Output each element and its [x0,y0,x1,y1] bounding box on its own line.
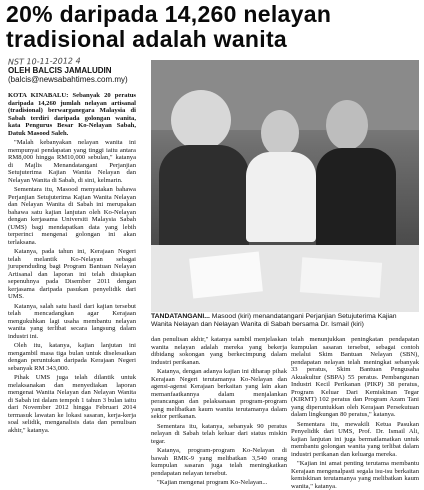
paragraph: "Malah kebanyakan nelayan wanita ini mempunyai pendapatan yang tinggi iaitu antara RM8,000 hingga RM10,000 sebulan," katanya di Majlis Menandatangani Perjanjian Setujuterima Kajian Wanita Nelayan dan Nelayan Wanita di Sabah, di sini, kelmarin. [8,139,136,184]
author-name: OLEH BALCIS JAMALUDIN [8,66,112,75]
paragraph: Pihak UMS juga telah dilantik untuk melaksanakan dan menyediakan laporan mengenai Wanita Nelayan dan Nelayan Wanita di Sabah ini dalam tempoh 1 tahun 3 bulan iaitu dari November 2012 hingga Februari 2014 termasuk lawatan ke lokasi sasaran, kerja-kerja soal selidik, menganalisis data dan penulisan akhir," katanya. [8,374,136,434]
paragraph: Sementara itu, katanya, sebanyak 90 peratus nelayan di Sabah telah keluar dari status miskin tegar. [151,422,287,445]
paragraph: Katanya, salah satu hasil dari kajian tersebut telah mencadangkan agar Kerajaan mengukuhkan lagi usaha membantu nelayan wanita yang terlibat secara langsung dalam industri ini. [8,302,136,340]
paragraph: telah menunjukkan peningkatan pendapatan kumpulan sasaran tersebut, sebagai contoh melalui Skim Bantuan Nelayan (SBN), pendapatan nelayan telah meningkat sebanyak 33 peratus, Skim Bantuan Pengusaha Akuakultur (SBPA) 55 peratus. Pembangunan Industri Kecil Perikanan (PIKP) 38 peratus, Program Keluar Dari Kemiskinan Tegar (KIRMT) 102 peratus dan Program Azam Tani yang diperuntukkan oleh Kerajaan Persekutuan dalam lingkungan 80 peratus," katanya. [291,336,419,418]
paragraph: Katanya, program-program Ko-Nelayan di bawah RMK-9 yang melibatkan 3,540 orang kumpulan sasaran juga telah meningkatkan pendapatan nelayan tersebut. [151,447,287,477]
photo-caption [151,313,419,329]
article-column-2 [151,336,287,486]
handwritten-date-note: NST 10-11-2012 4 [7,56,81,67]
lead-paragraph: KOTA KINABALU: Sebanyak 20 peratus daripada 14,260 jumlah nelayan artisanal (tradisional) berwarganegara Malaysia di Sabah terdiri daripada golongan wanita, kata Pengurus Besar Ko-Nelayan Sabah, Datuk Masood Saleh. [8,92,136,137]
article-photo [151,60,419,312]
paragraph: Katanya, dengan adanya kajian ini diharap pihak Kerajaan Negeri terutamanya Ko-Nelayan dan agensi-agensi Kerajaan berkaitan yang lain akan memanfaatkannya dalam menjalankan perancangan dan pelaksanaan program-program yang melibatkan kaum wanita terutamanya dalam sektor perikanan. [151,368,287,420]
paragraph: Katanya, pada tahun ini, Kerajaan Negeri telah melantik Ko-Nelayan sebagai jurupenduding bagi Program Bantuan Nelayan Artisanal dan laporan ini telah disiapkan sepenuhnya pada Disember 2011 dengan kerjasama daripada pasukan penyelidik dari UMS. [8,248,136,300]
author-email: (balcis@newsabahtimes.com.my) [8,75,128,84]
paragraph: "Kajian mengenai program Ko-Nelayan... [157,479,268,486]
article-headline: 20% daripada 14,260 nelayan tradisional adalah wanita [6,1,332,52]
article-column-1 [8,92,136,477]
article-column-3 [291,336,419,490]
paragraph: Sementara itu, Masood menyatakan bahawa Perjanjian Setujuterima Kajian Wanita Nelayan dan Nelayan Wanita di Sabah ini merupakan bahawa satu kajian lanjutan oleh Ko-Nelayan dengan kerjasama Universiti Malaysia Sabah (UMS) bagi mendapatkan data yang lebih terperinci mengenai golongan ini akan terlaksana. [8,186,136,246]
caption-lead: TANDATANGANI... [151,313,210,320]
paragraph: dan penulisan akhir," katanya sambil menjelaskan wanita nelayan adalah mereka yang bekerja dibidang sokongan yang berkecimpung dalam industri perikanan. [151,336,287,366]
caption-text: Masood (kiri) menandatangani Perjanjian Setujuterima Kajian Wanita Nelayan dan Nelayan Wanita di Sabah bersama Dr. Ismail (kiri) [151,313,397,328]
paragraph: Oleh itu, katanya, kajian lanjutan ini mengambil masa tiga bulan untuk diselesaikan dengan peruntukan daripada Kerajaan Negeri sebanyak RM 343,000. [8,342,136,372]
paragraph: "Kajian ini amat penting terutama membantu Kerajaan mengenalpasti segala isu-isu berkaitan kemiskinan terutamanya yang melibatkan kaum wanita," katanya. [291,460,419,490]
paragraph: Sementara itu, mewakili Ketua Pasukan Penyelidik dari UMS, Prof. Dr. Ismail Ali, kajian lanjutan ini juga bermatlamatkan untuk membantu golongan wanita yang terlibat dalam industri perikanan dan keluarga mereka. [291,420,419,458]
